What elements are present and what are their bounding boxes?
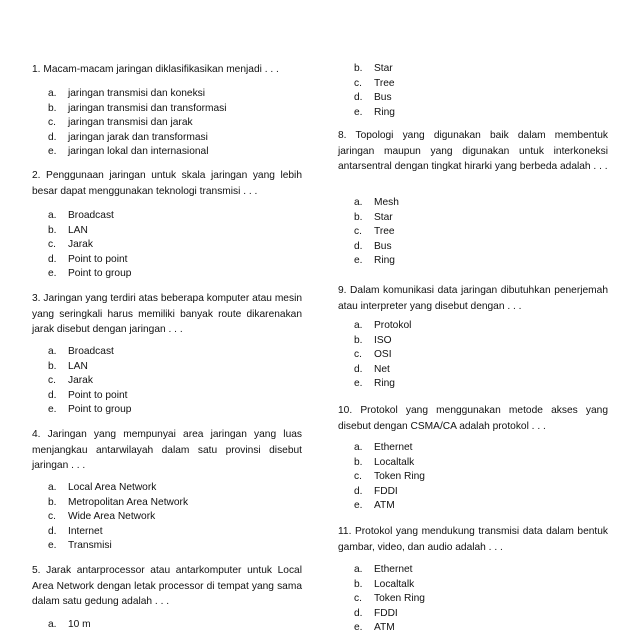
option-item [48, 360, 131, 375]
option-list [48, 209, 131, 282]
question-text: 9. Dalam komunikasi data jaringan dibutuhkan penerjemah atau interpreter yang disebut dengan . . . [338, 285, 608, 312]
question-text: 2. Penggunaan jaringan untuk skala jaringan yang lebih besar dapat menggunakan teknologi transmisi . . . [32, 170, 302, 197]
option-item [48, 525, 188, 540]
option-item [48, 209, 131, 224]
option-letter: c. [354, 471, 362, 483]
option-letter: b. [48, 360, 57, 372]
option-text: Point to point [68, 389, 128, 401]
option-text: Wide Area Network [68, 511, 156, 523]
option-text: Bus [374, 92, 392, 104]
option-letter: e. [354, 500, 363, 512]
option-letter: b. [48, 224, 57, 236]
question-text: 11. Protokol yang mendukung transmisi data dalam bentuk gambar, video, dan audio adalah . . . [338, 526, 608, 553]
option-letter: a. [354, 320, 363, 331]
option-item [354, 334, 411, 349]
option-text: Localtalk [374, 578, 415, 590]
option-letter: e. [48, 146, 57, 158]
option-text: Metropolitan Area Network [68, 496, 189, 508]
option-text: Internet [68, 525, 103, 537]
option-item [354, 91, 395, 106]
option-list [48, 618, 91, 633]
option-text: jaringan transmisi dan transformasi [68, 102, 227, 114]
option-text: ATM [374, 622, 395, 634]
option-letter: c. [354, 77, 362, 89]
option-item [48, 496, 188, 511]
option-text: Bus [374, 240, 392, 252]
option-text: FDDI [374, 485, 398, 497]
option-item [48, 345, 131, 360]
option-text: Broadcast [68, 210, 114, 221]
option-letter: b. [48, 102, 57, 114]
option-text: jaringan lokal dan internasional [68, 146, 209, 158]
option-text: Protokol [374, 320, 412, 331]
option-item [354, 499, 425, 514]
option-text: Token Ring [374, 471, 425, 483]
option-item [354, 106, 395, 121]
option-letter: a. [48, 346, 57, 357]
question-text: 8. Topologi yang digunakan baik dalam membentuk jaringan maupun yang digunakan untuk interkoneksi antarsentral dengan tingkat hirarki yang berbeda adalah . . . [338, 130, 608, 172]
option-text: OSI [374, 349, 392, 361]
option-text: jaringan jarak dan transformasi [68, 131, 208, 143]
option-letter: d. [48, 253, 57, 265]
option-letter: d. [354, 485, 363, 497]
option-text: jaringan transmisi dan koneksi [68, 88, 206, 99]
option-letter: c. [354, 349, 362, 361]
option-item [354, 377, 411, 392]
option-letter: a. [48, 88, 57, 99]
option-item [48, 481, 188, 496]
option-item [354, 77, 395, 92]
option-item [354, 441, 425, 456]
option-letter: e. [354, 378, 363, 390]
option-list [354, 62, 395, 120]
option-item [354, 592, 425, 607]
option-letter: d. [354, 363, 363, 375]
option-list [354, 441, 425, 514]
option-letter: e. [48, 268, 57, 280]
option-item [48, 116, 227, 131]
option-text: Net [374, 363, 390, 375]
option-list [48, 87, 227, 160]
option-letter: a. [48, 210, 57, 221]
option-item [48, 238, 131, 253]
option-text: ATM [374, 500, 395, 512]
option-text: Token Ring [374, 593, 425, 605]
option-item [354, 319, 411, 334]
option-letter: d. [354, 607, 363, 619]
option-item [354, 456, 425, 471]
option-letter: c. [48, 511, 56, 523]
option-text: LAN [68, 360, 88, 372]
option-text: Point to group [68, 404, 132, 416]
option-item [48, 87, 227, 102]
option-item [48, 145, 227, 160]
option-item [48, 253, 131, 268]
option-text: Mesh [374, 197, 399, 208]
option-letter: c. [48, 375, 56, 387]
option-letter: b. [354, 334, 363, 346]
option-item [48, 374, 131, 389]
option-letter: d. [354, 240, 363, 252]
option-letter: b. [354, 456, 363, 468]
option-text: Point to point [68, 253, 128, 265]
option-item [354, 485, 425, 500]
option-list [354, 563, 425, 636]
option-list [354, 196, 399, 269]
option-item [354, 348, 411, 363]
option-text: Ring [374, 378, 395, 390]
option-letter: a. [354, 197, 363, 208]
option-text: Ethernet [374, 442, 413, 453]
option-item [48, 102, 227, 117]
option-item [48, 224, 131, 239]
option-text: FDDI [374, 607, 398, 619]
question-text: 3. Jaringan yang terdiri atas beberapa komputer atau mesin yang seringkali harus memiliki banyak route dikarenakan jarak disebut dengan jaringan . . . [32, 293, 302, 335]
option-letter: c. [48, 117, 56, 129]
question-text: 1. Macam-macam jaringan diklasifikasikan menjadi . . . [32, 64, 279, 75]
option-text: Point to group [68, 268, 132, 280]
option-text: Local Area Network [68, 482, 157, 493]
option-letter: d. [48, 131, 57, 143]
option-item [354, 621, 425, 636]
option-letter: c. [48, 239, 56, 251]
option-letter: b. [48, 496, 57, 508]
question-text: 10. Protokol yang menggunakan metode akses yang disebut dengan CSMA/CA adalah protokol . . . [338, 405, 608, 432]
option-item [354, 363, 411, 378]
option-text: ISO [374, 334, 392, 346]
option-letter: e. [354, 255, 363, 267]
option-item [48, 510, 188, 525]
option-item [354, 254, 399, 269]
option-text: Tree [374, 77, 395, 89]
option-letter: a. [354, 442, 363, 453]
option-item [48, 267, 131, 282]
option-text: Transmisi [68, 540, 112, 552]
option-letter: c. [354, 593, 362, 605]
option-letter: e. [48, 404, 57, 416]
option-item [48, 389, 131, 404]
option-item [48, 618, 91, 633]
option-text: Star [374, 63, 393, 74]
option-letter: b. [354, 211, 363, 223]
option-text: Tree [374, 226, 395, 238]
option-text: LAN [68, 224, 88, 236]
question-text: 4. Jaringan yang mempunyai area jaringan yang luas menjangkau antarwilayah dalam satu provinsi disebut jaringan . . . [32, 429, 302, 471]
option-item [354, 470, 425, 485]
option-text: jaringan transmisi dan jarak [68, 117, 193, 129]
option-text: Ring [374, 255, 395, 267]
option-item [48, 403, 131, 418]
option-letter: c. [354, 226, 362, 238]
option-letter: d. [48, 389, 57, 401]
option-list [354, 319, 411, 392]
option-letter: d. [48, 525, 57, 537]
option-list [48, 345, 131, 418]
option-text: 10 m [68, 619, 91, 630]
option-text: Localtalk [374, 456, 415, 468]
option-item [354, 240, 399, 255]
option-text: Ring [374, 106, 395, 118]
option-letter: e. [354, 106, 363, 118]
option-letter: a. [354, 564, 363, 575]
option-text: Star [374, 211, 393, 223]
option-letter: a. [48, 619, 57, 630]
option-list [48, 481, 188, 554]
option-letter: b. [354, 578, 363, 590]
option-letter: d. [354, 92, 363, 104]
option-letter: e. [48, 540, 57, 552]
option-item [354, 196, 399, 211]
option-text: Jarak [68, 375, 93, 387]
option-text: Jarak [68, 239, 93, 251]
option-item [48, 131, 227, 146]
option-text: Ethernet [374, 564, 413, 575]
option-item [354, 578, 425, 593]
option-letter: b. [354, 63, 363, 74]
option-item [354, 607, 425, 622]
option-text: Broadcast [68, 346, 114, 357]
option-item [48, 539, 188, 554]
option-letter: e. [354, 622, 363, 634]
option-letter: a. [48, 482, 57, 493]
option-item [354, 563, 425, 578]
option-item [354, 62, 395, 77]
option-item [354, 211, 399, 226]
question-text: 5. Jarak antarprocessor atau antarkomputer untuk Local Area Network dengan letak processor di tempat yang sama dalam satu gedung adalah . . . [32, 565, 302, 607]
option-item [354, 225, 399, 240]
